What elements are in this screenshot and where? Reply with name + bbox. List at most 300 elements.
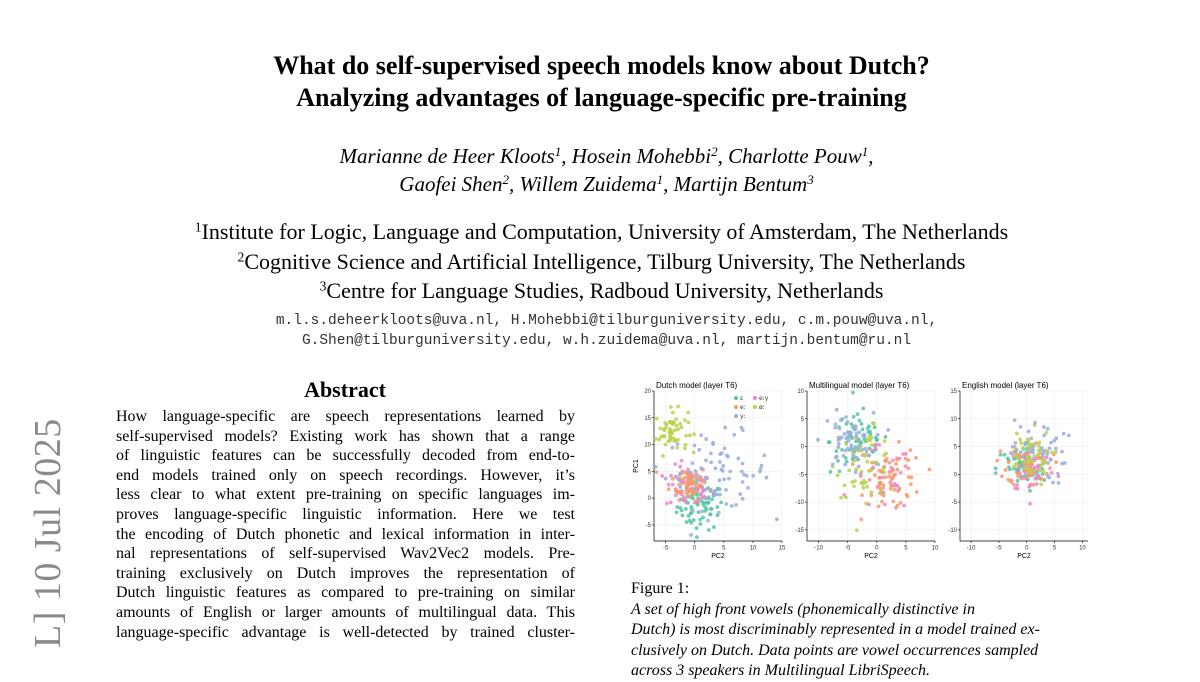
legend-marker [753, 405, 757, 409]
pca-scatter-figure [630, 376, 1090, 576]
data-point [1054, 460, 1058, 464]
data-point [738, 492, 742, 496]
data-point [736, 457, 740, 461]
data-point [680, 459, 684, 463]
data-point [846, 420, 850, 424]
abstract-line: language-specific advantage is well-detected by trained cluster- [116, 623, 575, 641]
data-point [874, 443, 878, 447]
data-point [882, 466, 886, 470]
data-point [855, 439, 859, 443]
data-point [897, 440, 901, 444]
data-point [876, 433, 880, 437]
data-point [728, 470, 732, 474]
figure-1 [630, 376, 1090, 576]
data-point [698, 522, 702, 526]
data-point [689, 533, 693, 537]
data-point [691, 481, 695, 485]
data-point [1048, 447, 1052, 451]
data-point [668, 439, 672, 443]
data-point [847, 468, 851, 472]
affiliation-number: 1 [194, 219, 202, 235]
data-point [1048, 466, 1052, 470]
y-tick-label: 15 [950, 389, 957, 395]
email-list [0, 311, 1200, 351]
author-affiliation-mark: 1 [861, 143, 869, 159]
caption-text: A set of high front vowels (phonemically distinctive in [631, 600, 975, 618]
data-point [1015, 432, 1019, 436]
data-point [1060, 450, 1064, 454]
author-list [0, 142, 1200, 198]
data-point [869, 468, 873, 472]
data-point [684, 443, 688, 447]
data-point [843, 432, 847, 436]
data-point [741, 497, 745, 501]
legend-marker [734, 405, 738, 409]
data-point [724, 502, 728, 506]
data-point [717, 488, 721, 492]
data-point [1014, 455, 1018, 459]
data-point [878, 491, 882, 495]
data-point [868, 478, 872, 482]
data-point [705, 508, 709, 512]
y-tick-label: -5 [645, 522, 651, 529]
data-point [1032, 483, 1036, 487]
data-point [704, 437, 708, 441]
data-point [851, 462, 855, 466]
data-point [692, 492, 696, 496]
data-point [671, 483, 675, 487]
author-affiliation-mark: 3 [807, 171, 814, 187]
data-point [1022, 460, 1026, 464]
data-point [1041, 455, 1045, 459]
data-point [673, 462, 677, 466]
data-point [689, 505, 693, 509]
data-point [693, 444, 697, 448]
data-point [859, 518, 863, 522]
data-point [746, 486, 750, 490]
affiliation-number: 2 [237, 249, 245, 264]
x-tick-label: -10 [966, 545, 976, 552]
data-point [706, 519, 710, 523]
x-tick-label: 15 [778, 545, 786, 552]
y-tick-label: 20 [644, 389, 651, 395]
y-tick-label: 0 [647, 496, 651, 503]
plot-area [807, 391, 935, 541]
data-point [1042, 433, 1046, 437]
data-point [1033, 421, 1037, 425]
data-point [695, 478, 699, 482]
data-point [668, 427, 672, 431]
caption-line: across 3 speakers in Multilingual LibriSpeech. [631, 662, 930, 679]
data-point [1046, 461, 1050, 465]
legend-marker [734, 396, 738, 400]
data-point [707, 528, 711, 532]
y-tick-label: -15 [795, 527, 804, 534]
data-point [853, 455, 857, 459]
author-separator: , [717, 144, 729, 168]
data-point [869, 436, 873, 440]
paper-title [0, 50, 1200, 114]
data-point [669, 501, 673, 505]
data-point [689, 471, 693, 475]
data-point [837, 442, 841, 446]
data-point [896, 504, 900, 508]
data-point [889, 487, 893, 491]
y-tick-label: 5 [800, 416, 804, 423]
data-point [882, 494, 886, 498]
data-point [727, 477, 731, 481]
data-point [1018, 438, 1022, 442]
email-line: m.l.s.deheerkloots@uva.nl, H.Mohebbi@tilburguniversity.edu, c.m.pouw@uva.nl, [275, 313, 938, 329]
data-point [708, 512, 712, 516]
data-point [677, 478, 681, 482]
data-point [1016, 479, 1020, 483]
affiliation-text: Institute for Logic, Language and Computation, University of Amsterdam, The Netherlands [201, 219, 1009, 244]
data-point [867, 453, 871, 457]
data-point [861, 407, 865, 411]
data-point [854, 434, 858, 438]
data-point [863, 434, 867, 438]
affiliation-item [0, 276, 1200, 306]
data-point [1021, 446, 1025, 450]
data-point [837, 438, 841, 442]
y-tick-label: 10 [950, 416, 957, 423]
data-point [692, 518, 696, 522]
data-point [1004, 468, 1008, 472]
abstract-line: proves language-specific linguistic information. Here we test [116, 505, 575, 523]
data-point [688, 519, 692, 523]
author-affiliation-mark: 2 [711, 143, 718, 159]
data-point [675, 510, 679, 514]
data-point [907, 466, 911, 470]
data-point [662, 434, 666, 438]
data-point [895, 458, 899, 462]
data-point [664, 477, 668, 481]
legend-label: ɛ [740, 395, 744, 403]
data-point [843, 463, 847, 467]
data-point [887, 475, 891, 479]
email-line: G.Shen@tilburguniversity.edu, w.h.zuidema@uva.nl, martijn.bentum@ru.nl [301, 333, 912, 349]
data-point [849, 443, 853, 447]
y-axis-label: PC1 [633, 459, 640, 473]
affiliation-item [0, 247, 1200, 277]
data-point [663, 428, 667, 432]
x-tick-label: 5 [904, 545, 908, 552]
data-point [712, 491, 716, 495]
data-point [1024, 443, 1028, 447]
data-point [864, 502, 868, 506]
data-point [709, 488, 713, 492]
x-axis-label: PC2 [1017, 553, 1031, 560]
data-point [1035, 472, 1039, 476]
data-point [927, 468, 931, 472]
arxiv-stamp: L] 10 Jul 2025 [27, 418, 69, 648]
data-point [722, 477, 726, 481]
data-point [658, 427, 662, 431]
abstract-line: Dutch linguistic features as compared to pre-training on similar [116, 584, 575, 602]
abstract-line: nal representations of self-supervised Wav2Vec2 models. Pre- [116, 545, 575, 563]
data-point [995, 459, 999, 463]
data-point [901, 452, 905, 456]
title-line: What do self-supervised speech models know about Dutch? [273, 51, 930, 80]
data-point [677, 498, 681, 502]
data-point [678, 472, 682, 476]
data-point [759, 467, 763, 471]
data-point [1007, 465, 1011, 469]
data-point [1036, 453, 1040, 457]
legend-label: eːy [759, 395, 769, 403]
data-point [894, 462, 898, 466]
data-point [719, 468, 723, 472]
abstract-line: of linguistic features can be successfully decoded from end-to- [116, 447, 575, 465]
data-point [710, 507, 714, 511]
data-point [751, 474, 755, 478]
data-point [663, 421, 667, 425]
data-point [717, 511, 721, 515]
data-point [839, 496, 843, 500]
data-point [835, 408, 839, 412]
affiliation-list [0, 217, 1200, 306]
data-point [849, 447, 853, 451]
author-separator: , [509, 172, 520, 196]
data-point [840, 448, 844, 452]
data-point [1023, 453, 1027, 457]
author-separator: , [561, 144, 572, 168]
data-point [688, 495, 692, 499]
data-point [891, 469, 895, 473]
x-tick-label: -10 [814, 545, 823, 552]
data-point [697, 510, 701, 514]
data-point [709, 460, 713, 464]
data-point [1036, 464, 1040, 468]
data-point [1028, 489, 1032, 493]
abstract-line: training exclusively on Dutch improves the representation of [116, 564, 575, 582]
data-point [692, 451, 696, 455]
data-point [683, 418, 687, 422]
data-point [844, 415, 848, 419]
caption-line: Dutch) is most discriminably represented in a model trained ex- [631, 621, 1040, 638]
data-point [827, 440, 831, 444]
data-point [674, 475, 678, 479]
scatter-panel [948, 381, 1088, 560]
legend-marker [734, 414, 738, 418]
data-point [893, 488, 897, 492]
data-point [684, 507, 688, 511]
data-point [712, 525, 716, 529]
x-tick-label: 0 [1025, 545, 1029, 552]
author-name: Willem Zuidema [519, 172, 657, 196]
author-affiliation-mark: 1 [656, 171, 664, 187]
data-point [854, 427, 858, 431]
data-point [844, 436, 848, 440]
data-point [1014, 462, 1018, 466]
author-line [0, 142, 1200, 170]
data-point [894, 484, 898, 488]
data-point [1019, 474, 1023, 478]
data-point [700, 509, 704, 513]
chart-title: Dutch model (layer T6) [656, 381, 738, 390]
y-tick-label: 5 [953, 444, 957, 451]
data-point [880, 500, 884, 504]
data-point [909, 482, 913, 486]
data-point [833, 426, 837, 430]
data-point [857, 445, 861, 449]
author-name: Hosein Mohebbi [571, 144, 712, 168]
data-point [1029, 436, 1033, 440]
abstract-line: self-supervised models? Existing work has shown that a range [116, 427, 575, 445]
data-point [862, 479, 866, 483]
data-point [1019, 425, 1023, 429]
caption-line [631, 579, 1090, 620]
data-point [673, 428, 677, 432]
data-point [893, 473, 897, 477]
data-point [1046, 474, 1050, 478]
data-point [906, 495, 910, 499]
data-point [1011, 445, 1015, 449]
data-point [861, 486, 865, 490]
data-point [704, 488, 708, 492]
data-point [909, 448, 913, 452]
author-separator: , [868, 144, 874, 168]
y-tick-label: 15 [644, 415, 651, 422]
data-point [655, 470, 659, 474]
data-point [1034, 475, 1038, 479]
data-point [834, 456, 838, 460]
scatter-panel [633, 381, 786, 560]
data-point [883, 439, 887, 443]
data-point [1023, 465, 1027, 469]
data-point [865, 450, 869, 454]
data-point [723, 426, 727, 430]
data-point [847, 432, 851, 436]
data-point [734, 503, 738, 507]
data-point [675, 446, 679, 450]
author-name: Marianne de Heer Kloots [339, 144, 555, 168]
data-point [1016, 487, 1020, 491]
data-point [1040, 446, 1044, 450]
data-point [688, 433, 692, 437]
affiliation-number: 3 [319, 278, 327, 294]
legend-marker [753, 396, 757, 400]
abstract-line: How language-specific are speech representations learned by [116, 408, 575, 425]
x-tick-label: 0 [875, 545, 879, 552]
data-point [1049, 441, 1053, 445]
data-point [891, 500, 895, 504]
data-point [899, 501, 903, 505]
data-point [844, 449, 848, 453]
data-point [718, 478, 722, 482]
data-point [888, 461, 892, 465]
data-point [860, 493, 864, 497]
x-tick-label: 0 [693, 545, 697, 552]
data-point [915, 490, 919, 494]
data-point [667, 487, 671, 491]
data-point [1006, 478, 1010, 482]
data-point [720, 451, 724, 455]
y-tick-label: -5 [798, 472, 804, 479]
data-point [999, 453, 1003, 457]
data-point [710, 498, 714, 502]
data-point [834, 422, 838, 426]
data-point [854, 470, 858, 474]
data-point [1000, 474, 1004, 478]
abstract-line: less clear to what extent pre-training on specific languages im- [116, 486, 575, 504]
data-point [856, 412, 860, 416]
affiliation-text: Centre for Language Studies, Radboud University, Netherlands [326, 278, 884, 303]
data-point [678, 422, 682, 426]
data-point [1051, 481, 1055, 485]
data-point [1015, 483, 1019, 487]
data-point [707, 501, 711, 505]
data-point [853, 479, 857, 483]
data-point [1054, 436, 1058, 440]
data-point [719, 500, 723, 504]
data-point [897, 487, 901, 491]
y-tick-label: 0 [800, 444, 804, 451]
data-point [687, 420, 691, 424]
data-point [994, 471, 998, 475]
caption-label: Figure 1: [631, 580, 690, 597]
data-point [721, 464, 725, 468]
y-tick-label: 10 [644, 442, 651, 449]
data-point [909, 476, 913, 480]
data-point [1027, 458, 1031, 462]
data-point [844, 496, 848, 500]
data-point [1050, 451, 1054, 455]
data-point [914, 456, 918, 460]
data-point [1050, 471, 1054, 475]
data-point [869, 448, 873, 452]
abstract-line: the encoding of Dutch phonetic and lexical information in inter- [116, 525, 575, 543]
data-point [1028, 502, 1032, 506]
data-point [688, 488, 692, 492]
data-point [697, 448, 701, 452]
x-tick-label: 10 [1079, 545, 1086, 552]
data-point [699, 466, 703, 470]
data-point [683, 446, 687, 450]
data-point [680, 514, 684, 518]
data-point [851, 391, 855, 395]
y-tick-label: 0 [953, 472, 957, 479]
data-point [1041, 462, 1045, 466]
data-point [680, 425, 684, 429]
data-point [762, 453, 766, 457]
data-point [1039, 482, 1043, 486]
data-point [675, 424, 679, 428]
data-point [904, 457, 908, 461]
data-point [725, 453, 729, 457]
abstract-heading: Abstract [304, 377, 386, 402]
data-point [1003, 453, 1007, 457]
chart-title: English model (layer T6) [962, 381, 1049, 390]
data-point [1042, 425, 1046, 429]
author-separator: , [663, 172, 674, 196]
author-name: Martijn Bentum [673, 172, 808, 196]
data-point [671, 411, 675, 415]
data-point [1012, 482, 1016, 486]
data-point [742, 473, 746, 477]
data-point [858, 419, 862, 423]
data-point [872, 422, 876, 426]
x-tick-label: 5 [722, 545, 726, 552]
data-point [842, 454, 846, 458]
data-point [741, 462, 745, 466]
data-point [686, 411, 690, 415]
data-point [844, 442, 848, 446]
data-point [855, 528, 859, 532]
y-tick-label: -10 [795, 500, 804, 507]
data-point [697, 483, 701, 487]
